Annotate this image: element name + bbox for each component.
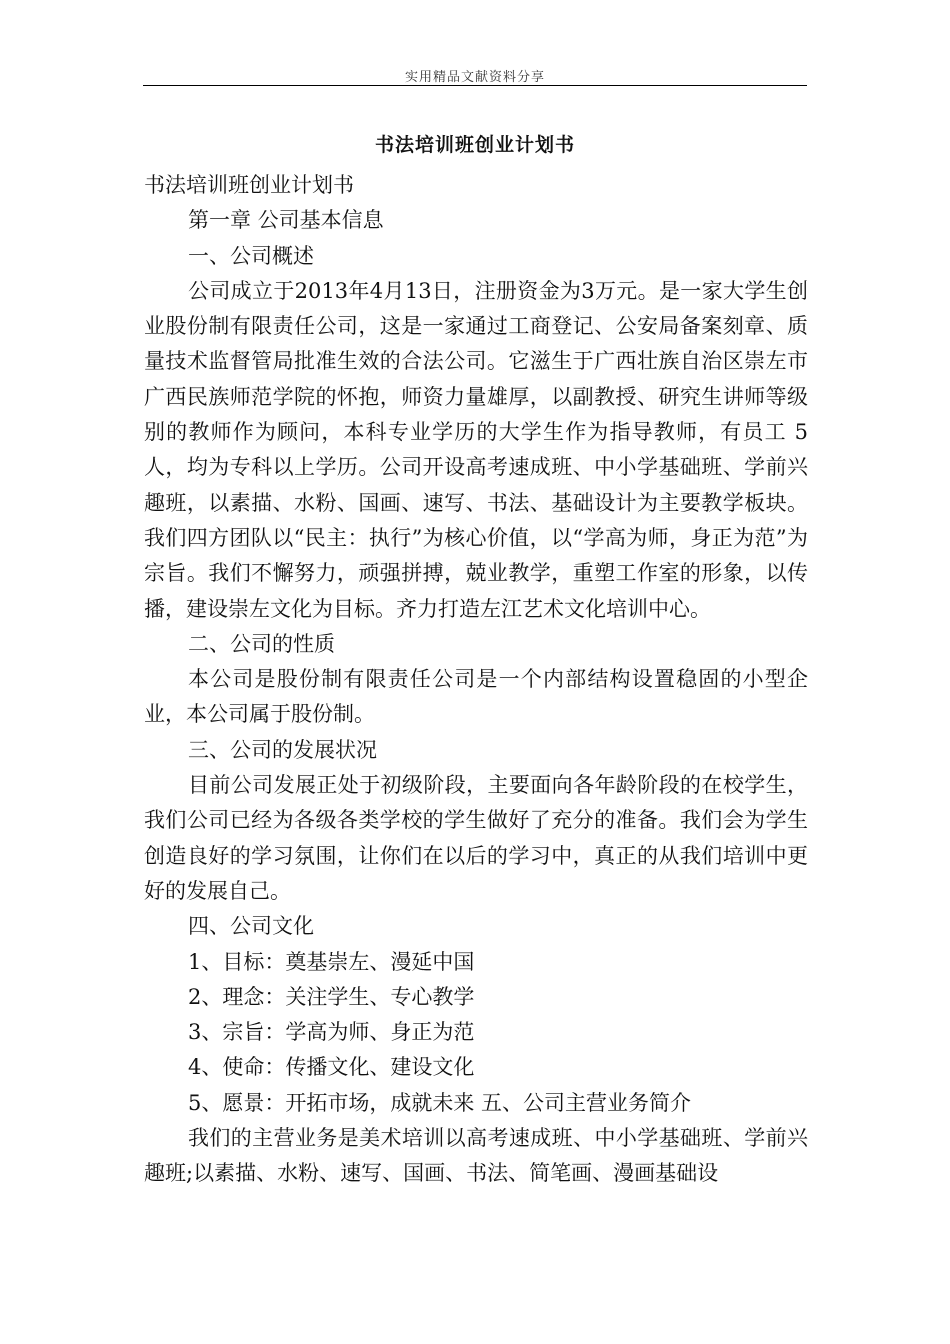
section-heading: 二、公司的性质 [188, 631, 335, 656]
section-heading: 四、公司文化 [188, 914, 314, 939]
paragraph: 我们的主营业务是美术培训以高考速成班、中小学基础班、学前兴趣班;以素描、水粉、速写、国画、书法、简笔画、漫画基础设 [144, 1126, 808, 1186]
list-item: 4、使命：传播文化、建设文化 [188, 1055, 475, 1080]
paragraph: 本公司是股份制有限责任公司是一个内部结构设置稳固的小型企业，本公司属于股份制。 [144, 667, 808, 727]
paragraph: 目前公司发展正处于初级阶段，主要面向各年龄阶段的在校学生，我们公司已经为各级各类学校的学生做好了充分的准备。我们会为学生创造良好的学习氛围，让你们在以后的学习中，真正的从我们培训中更好的发展自己。 [144, 773, 808, 903]
list-item: 1、目标：奠基崇左、漫延中国 [188, 949, 475, 974]
paragraph: 公司成立于2013年4月13日，注册资金为3万元。是一家大学生创业股份制有限责任公司，这是一家通过工商登记、公安局备案刻章、质量技术监督管局批准生效的合法公司。它滋生于广西壮族自治区崇左市广西民族师范学院的怀抱，师资力量雄厚，以副教授、研究生讲师等级别的教师作为顾问，本科专业学历的大学生作为指导教师，有员工 5人，均为专科以上学历。公司开设高考速成班、中小学基础班、学前兴趣班，以素描、水粉、国画、速写、书法、基础设计为主要教学板块。我们四方团队以“民主：执行”为核心价值，以“学高为师，身正为范”为宗旨。我们不懈努力，顽强拼搏，兢业教学，重塑工作室的形象，以传播，建设崇左文化为目标。齐力打造左江艺术文化培训中心。 [144, 278, 808, 621]
section-heading: 一、公司概述 [188, 243, 314, 268]
section-heading: 三、公司的发展状况 [188, 737, 377, 762]
header-divider [143, 85, 807, 86]
document-title: 书法培训班创业计划书 [374, 134, 575, 156]
list-item: 2、理念：关注学生、专心教学 [188, 984, 475, 1009]
paragraph: 书法培训班创业计划书 [144, 173, 354, 197]
page-header: 实用精品文献资料分享 [404, 70, 545, 85]
chapter-heading: 第一章 公司基本信息 [188, 208, 384, 233]
list-item: 5、愿景：开拓市场，成就未来 五、公司主营业务简介 [188, 1090, 692, 1115]
document-body [144, 168, 808, 1192]
list-item: 3、宗旨：学高为师、身正为范 [188, 1020, 475, 1045]
